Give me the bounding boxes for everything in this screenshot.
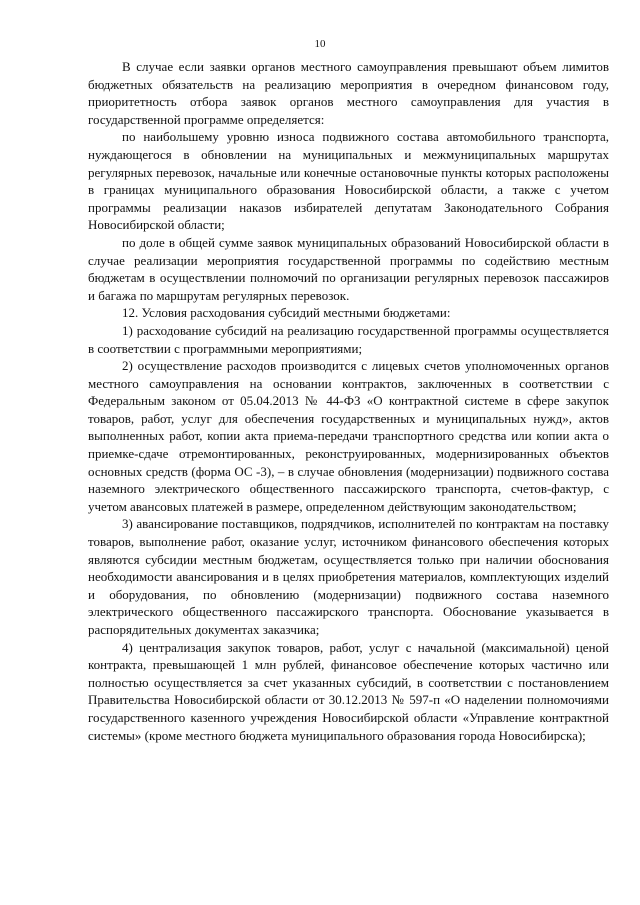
list-item-3: 3) авансирование поставщиков, подрядчиков, исполнителей по контрактам на поставку товаров, выполнение работ, оказание услуг, источником финансового обеспечения которых являются субсидии местным бюджетам, осуществляется только при наличии обоснования необходимости авансирования и в целях приобретения материалов, комплектующих изделий и оборудования, по обновлению (модернизации) подвижного состава наземного электрического общественного пассажирского транспорта. Обоснование указывается в распорядительных документах заказчика; bbox=[88, 516, 609, 637]
paragraph-priority-intro: В случае если заявки органов местного самоуправления превышают объем лимитов бюджетных обязательств на реализацию мероприятия в очередном финансовом году, приоритетность отбора заявок органов местного самоуправления для участия в государственной программе определяется: bbox=[88, 59, 609, 127]
list-item-4: 4) централизация закупок товаров, работ, услуг с начальной (максимальной) ценой контракта, превышающей 1 млн рублей, финансовое обеспечение которых частично или полностью осуществляется за счет указанных субсидий, в соответствии с постановлением Правительства Новосибирской области от 30.12.2013 № 597-п «О наделении полномочиями государственного казенного учреждения Новосибирской области «Управление контрактной системы» (кроме местного бюджета муниципального образования города Новосибирска); bbox=[88, 639, 609, 743]
paragraph-priority-share: по доле в общей сумме заявок муниципальных образований Новосибирской области в случае реализации мероприятия государственной программы по содействию местным бюджетам в осуществлении полномочий по организации регулярных перевозок пассажиров и багажа по маршрутам регулярных перевозок. bbox=[88, 234, 609, 303]
paragraph-priority-wear: по наибольшему уровню износа подвижного состава автомобильного транспорта, нуждающегося в обновлении на муниципальных и межмуниципальных маршрутах регулярных перевозок, начальные или конечные остановочные пункты которых расположены в границах муниципального образования Новосибирской области, а также с учетом программы реализации наказов избирателей депутатам Законодательного Собрания Новосибирской области; bbox=[88, 129, 609, 233]
page-number: 10 bbox=[314, 38, 326, 50]
list-item-2: 2) осуществление расходов производится с лицевых счетов уполномоченных органов местного самоуправления на основании контрактов, заключенных в соответствии с Федеральным законом от 05.04.2013 № 44-ФЗ «О контрактной системе в сфере закупок товаров, работ, услуг для обеспечения государственных и муниципальных нужд», актов выполненных работ, копии акта приема-передачи транспортного средства или копии акта о приемке-сдаче отремонтированных, реконструированных, модернизированных объектов основных средств (форма ОС -3), – в случае обновления (модернизации) подвижного состава наземного электрического общественного пассажирского транспорта, счетов-фактур, с учетом авансовых платежей в размере, определенном действующим законодательством; bbox=[88, 358, 609, 514]
document-body bbox=[88, 58, 609, 744]
list-item-1: 1) расходование субсидий на реализацию государственной программы осуществляется в соответствии с программными мероприятиями; bbox=[88, 322, 609, 356]
section-heading-12: 12. Условия расходования субсидий местными бюджетами: bbox=[122, 305, 451, 321]
